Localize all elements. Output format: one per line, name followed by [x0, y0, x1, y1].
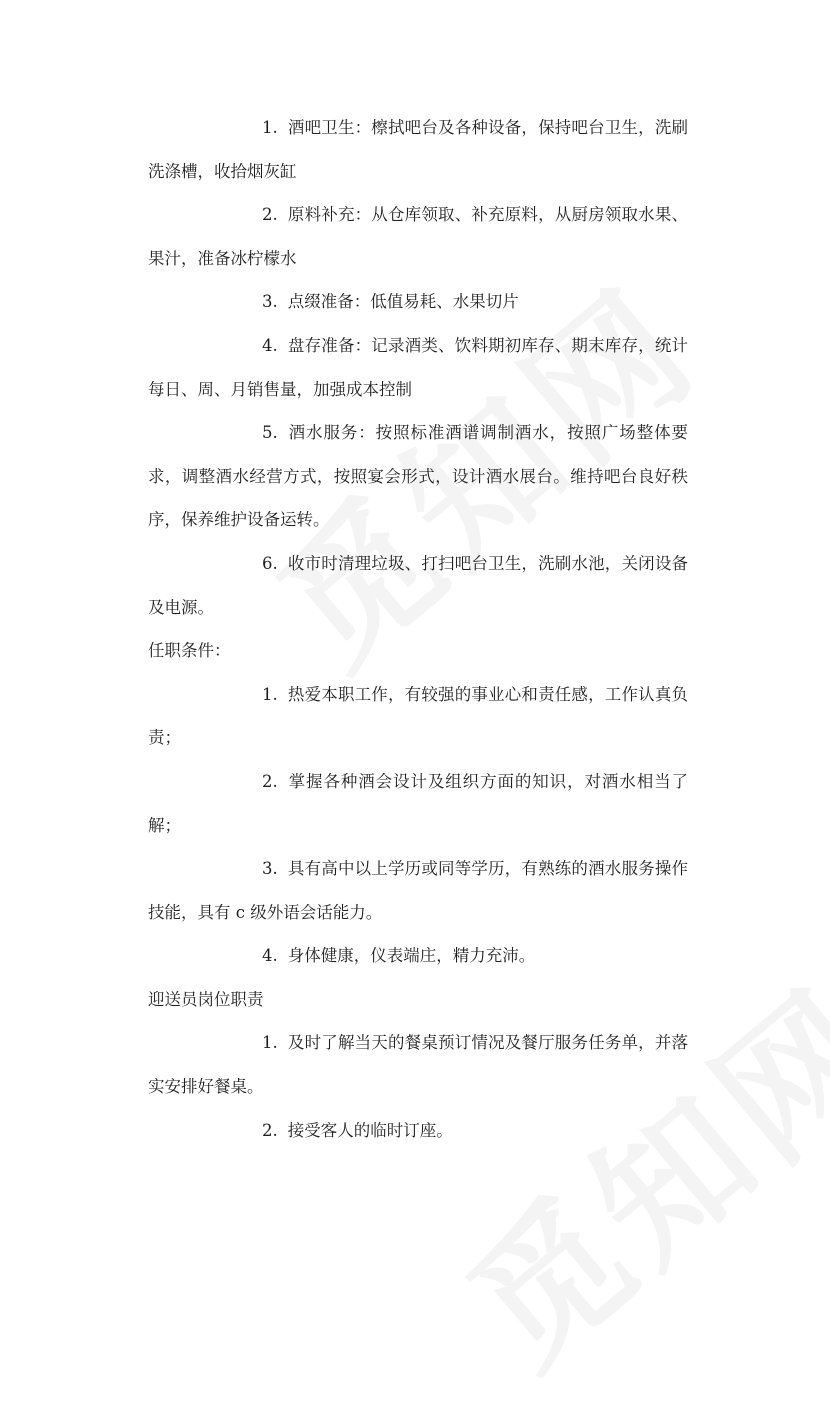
list-item — [148, 193, 688, 280]
item-number: 4. — [262, 946, 278, 966]
list-item — [148, 760, 688, 847]
item-number: 3. — [262, 859, 278, 879]
item-number: 2. — [262, 205, 278, 225]
item-text: 接受客人的临时订座。 — [287, 1120, 453, 1140]
list-item — [148, 673, 688, 760]
item-number: 2. — [262, 1120, 278, 1140]
item-text: 收市时清理垃圾、打扫吧台卫生，洗刷水池，关闭设备及电源。 — [148, 553, 688, 617]
list-item — [148, 324, 688, 411]
item-number: 4. — [262, 335, 278, 355]
list-item — [148, 1021, 688, 1108]
item-number: 1. — [262, 118, 278, 137]
item-text: 身体健康，仪表端庄，精力充沛。 — [287, 946, 536, 966]
item-number: 6. — [262, 553, 278, 573]
item-text: 酒水服务：按照标准酒谱调制酒水，按照广场整体要求，调整酒水经营方式，按照宴会形式，设计酒水展台。维持吧台良好秩序，保养维护设备运转。 — [148, 423, 688, 530]
document-body — [148, 106, 688, 1152]
item-text: 盘存准备：记录酒类、饮料期初库存、期末库存，统计每日、周、月销售量，加强成本控制 — [148, 335, 688, 399]
list-item — [148, 542, 688, 629]
list-item — [148, 847, 688, 934]
item-text: 原料补充：从仓库领取、补充原料，从厨房领取水果、果汁，准备冰柠檬水 — [148, 205, 688, 268]
item-text: 点缀准备：低值易耗、水果切片 — [287, 292, 519, 312]
list-item — [148, 411, 688, 542]
section-heading-text: 任职条件： — [148, 641, 231, 661]
item-number: 1. — [262, 684, 278, 704]
section-heading-text: 迎送员岗位职责 — [148, 989, 264, 1009]
item-number: 2. — [262, 771, 278, 791]
item-text: 具有高中以上学历或同等学历，有熟练的酒水服务操作技能，具有 c 级外语会话能力。 — [148, 859, 688, 922]
item-text: 掌握各种酒会设计及组织方面的知识，对酒水相当了解； — [148, 771, 688, 835]
list-item — [148, 106, 688, 193]
item-text: 及时了解当天的餐桌预订情况及餐厅服务任务单，并落实安排好餐桌。 — [148, 1033, 688, 1097]
item-number: 5. — [262, 423, 278, 443]
item-text: 酒吧卫生：檫拭吧台及各种设备，保持吧台卫生，洗刷洗涤槽，收拾烟灰缸 — [148, 118, 688, 181]
section-heading-requirements — [148, 629, 688, 673]
item-text: 热爱本职工作，有较强的事业心和责任感，工作认真负责； — [148, 684, 688, 748]
item-number: 1. — [262, 1033, 278, 1053]
list-item — [148, 1109, 688, 1153]
item-number: 3. — [262, 292, 278, 312]
list-item — [148, 934, 688, 978]
list-item — [148, 280, 688, 324]
section-heading-greeter — [148, 978, 688, 1022]
